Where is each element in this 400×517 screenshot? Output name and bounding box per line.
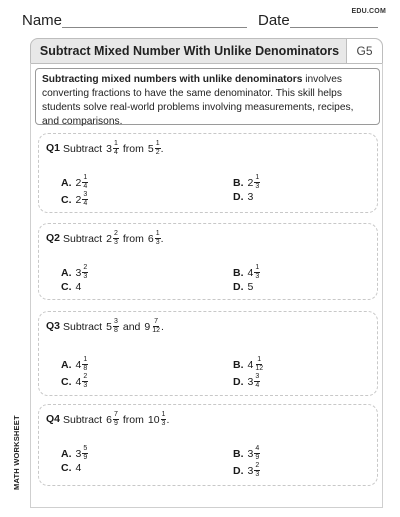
answer-option[interactable] — [61, 356, 88, 373]
operand-a-numerator: 2 — [113, 230, 118, 237]
option-value-numerator: 1 — [257, 356, 262, 363]
option-value-whole: 4 — [75, 358, 82, 371]
operand-b-whole: 9 — [144, 320, 151, 333]
option-value-fraction — [254, 462, 260, 479]
option-value-whole: 3 — [247, 447, 254, 460]
answer-option[interactable] — [233, 191, 253, 203]
operand-a-fraction — [113, 230, 119, 247]
answer-option[interactable] — [233, 356, 264, 373]
option-value-denominator: 3 — [255, 183, 260, 190]
brand-logo: EDU.COM — [351, 8, 386, 15]
operand-a-fraction — [113, 140, 119, 157]
option-value-numerator: 1 — [83, 174, 88, 181]
option-label: B. — [233, 358, 244, 371]
date-line — [290, 27, 378, 28]
option-label: A. — [61, 358, 72, 371]
operand-b-numerator: 1 — [161, 411, 166, 418]
answer-option[interactable] — [233, 462, 260, 479]
option-value-whole: 2 — [75, 176, 82, 189]
option-value-denominator: 12 — [255, 365, 264, 372]
operand-b-denominator: 3 — [155, 239, 160, 246]
option-label: B. — [233, 447, 244, 460]
answer-option[interactable] — [61, 191, 88, 208]
operand-a-whole: 2 — [106, 232, 112, 245]
option-label: A. — [61, 176, 72, 189]
operand-a-numerator: 3 — [113, 318, 118, 325]
option-value-numerator: 2 — [255, 462, 260, 469]
option-value-denominator: 3 — [255, 273, 260, 280]
option-value-numerator: 1 — [255, 264, 260, 271]
question-card-2 — [38, 223, 378, 300]
option-value — [248, 281, 254, 293]
option-value — [76, 356, 89, 373]
option-value-denominator: 4 — [83, 183, 88, 190]
option-value-numerator: 2 — [83, 373, 88, 380]
operand-a-denominator: 3 — [113, 239, 118, 246]
question-text — [63, 411, 169, 428]
option-value-numerator: 3 — [255, 373, 260, 380]
question-suffix: . — [161, 320, 164, 333]
question-number: Q3 — [46, 320, 61, 332]
operand-b-whole: 6 — [147, 232, 154, 245]
option-value — [248, 373, 261, 390]
operand-b-denominator: 3 — [161, 420, 166, 427]
option-value-whole: 3 — [247, 375, 254, 388]
answer-option[interactable] — [61, 264, 88, 281]
intro-box — [35, 68, 380, 125]
option-value-numerator: 1 — [83, 356, 88, 363]
answer-option[interactable] — [61, 462, 81, 474]
name-line — [62, 27, 247, 28]
answer-option[interactable] — [233, 264, 260, 281]
name-label: Name — [22, 12, 63, 29]
option-value-fraction — [82, 191, 88, 208]
question-connector: from — [122, 413, 144, 426]
question-suffix: . — [160, 232, 164, 245]
math-worksheet-label: MATH WORKSHEET — [12, 415, 21, 490]
operand-a — [106, 140, 119, 157]
question-prefix: Subtract — [63, 142, 103, 155]
operand-b-denominator: 12 — [152, 327, 161, 334]
date-label: Date — [258, 12, 290, 29]
option-value-whole: 4 — [247, 358, 254, 371]
option-value-fraction — [254, 373, 260, 390]
option-value — [76, 445, 89, 462]
option-label: C. — [61, 281, 72, 293]
operand-b-denominator: 2 — [155, 149, 160, 156]
operand-b — [148, 230, 161, 247]
option-label: D. — [233, 191, 244, 203]
option-value-whole: 5 — [247, 281, 254, 293]
option-value-whole: 4 — [75, 462, 82, 474]
option-value-fraction — [254, 445, 260, 462]
option-value-denominator: 4 — [83, 200, 88, 207]
operand-a-numerator: 1 — [113, 140, 118, 147]
operand-b — [148, 140, 161, 157]
option-label: A. — [61, 447, 72, 460]
operand-a-numerator: 7 — [113, 411, 118, 418]
question-text — [63, 318, 164, 335]
answer-option[interactable] — [61, 174, 88, 191]
option-value-whole: 4 — [247, 266, 254, 279]
question-connector: from — [122, 232, 144, 245]
answer-option[interactable] — [233, 281, 253, 293]
intro-bold: Subtracting mixed numbers with unlike denominators — [42, 74, 303, 85]
operand-b — [144, 318, 161, 335]
option-value-fraction — [82, 356, 88, 373]
option-value-denominator: 9 — [255, 454, 260, 461]
option-label: D. — [233, 375, 244, 388]
grade-badge: G5 — [346, 39, 382, 63]
question-card-3 — [38, 311, 378, 396]
option-value — [76, 462, 82, 474]
option-label: C. — [61, 462, 72, 474]
option-value — [248, 264, 261, 281]
option-value-fraction — [82, 445, 88, 462]
option-label: C. — [61, 193, 72, 206]
title-bar — [30, 38, 383, 64]
option-label: D. — [233, 464, 244, 477]
operand-a — [106, 318, 119, 335]
operand-a — [106, 230, 119, 247]
answer-option[interactable] — [233, 373, 260, 390]
option-value-fraction — [82, 373, 88, 390]
operand-a-whole: 6 — [106, 413, 112, 426]
answer-option[interactable] — [61, 445, 88, 462]
option-value-whole: 3 — [247, 191, 254, 203]
question-connector: and — [122, 320, 141, 333]
option-value-whole: 3 — [247, 464, 254, 477]
option-value — [248, 356, 265, 373]
operand-a-denominator: 4 — [113, 149, 118, 156]
option-value — [76, 264, 89, 281]
operand-a-fraction — [113, 318, 119, 335]
question-text — [63, 140, 164, 157]
option-value-denominator: 3 — [255, 471, 260, 478]
option-value-whole: 4 — [75, 281, 82, 293]
operand-b-numerator: 1 — [155, 230, 160, 237]
option-value — [248, 462, 261, 479]
question-card-1 — [38, 133, 378, 213]
question-number: Q2 — [46, 232, 61, 244]
question-text — [63, 230, 164, 247]
operand-b-fraction — [151, 318, 161, 335]
worksheet-title: Subtract Mixed Number With Unlike Denominators — [39, 44, 340, 58]
option-label: A. — [61, 266, 72, 279]
option-value — [248, 445, 261, 462]
option-value-denominator: 3 — [83, 273, 88, 280]
option-value-fraction — [254, 356, 264, 373]
option-value-whole: 3 — [75, 266, 82, 279]
operand-a — [106, 411, 119, 428]
question-card-4 — [38, 404, 378, 486]
option-value-fraction — [254, 264, 260, 281]
operand-b-numerator: 7 — [154, 318, 159, 325]
operand-b — [147, 411, 170, 428]
option-value-whole: 2 — [75, 193, 82, 206]
option-value — [76, 373, 89, 390]
option-value-denominator: 3 — [83, 382, 88, 389]
option-label: C. — [61, 375, 72, 388]
option-value-denominator: 8 — [83, 365, 88, 372]
answer-option[interactable] — [61, 281, 81, 293]
operand-b-numerator: 1 — [155, 140, 160, 147]
operand-a-whole: 3 — [106, 142, 112, 155]
option-value-fraction — [254, 174, 260, 191]
operand-b-whole: 5 — [147, 142, 154, 155]
question-prefix: Subtract — [63, 320, 103, 333]
option-value-denominator: 4 — [255, 382, 260, 389]
operand-a-denominator: 8 — [113, 327, 118, 334]
option-value-numerator: 5 — [83, 445, 88, 452]
operand-a-fraction — [113, 411, 119, 428]
option-value-numerator: 3 — [83, 191, 88, 198]
option-value — [248, 191, 254, 203]
option-value — [248, 174, 261, 191]
option-value-denominator: 9 — [83, 454, 88, 461]
option-value-fraction — [82, 174, 88, 191]
question-connector: from — [122, 142, 144, 155]
question-suffix: . — [166, 413, 170, 426]
question-suffix: . — [160, 142, 164, 155]
question-number: Q4 — [46, 413, 61, 425]
question-number: Q1 — [46, 142, 61, 154]
option-value-whole: 3 — [75, 447, 82, 460]
intro-text: involves converting fractions to have the same denominator. This skill helps students solve real-world problems involving measurements, recipes, and comparisons. — [42, 74, 354, 127]
option-value — [76, 281, 82, 293]
option-value — [76, 174, 89, 191]
option-label: B. — [233, 266, 244, 279]
answer-option[interactable] — [233, 445, 260, 462]
answer-option[interactable] — [233, 174, 260, 191]
option-value-whole: 2 — [247, 176, 254, 189]
option-value-numerator: 2 — [83, 264, 88, 271]
operand-a-whole: 5 — [106, 320, 112, 333]
option-value — [76, 191, 89, 208]
answer-option[interactable] — [61, 373, 88, 390]
option-value-numerator: 1 — [255, 174, 260, 181]
question-prefix: Subtract — [63, 413, 103, 426]
option-label: D. — [233, 281, 244, 293]
question-prefix: Subtract — [63, 232, 103, 245]
option-value-numerator: 4 — [255, 445, 260, 452]
operand-a-denominator: 9 — [113, 420, 118, 427]
option-value-whole: 4 — [75, 375, 82, 388]
option-value-fraction — [82, 264, 88, 281]
option-label: B. — [233, 176, 244, 189]
operand-b-whole: 10 — [147, 413, 160, 426]
